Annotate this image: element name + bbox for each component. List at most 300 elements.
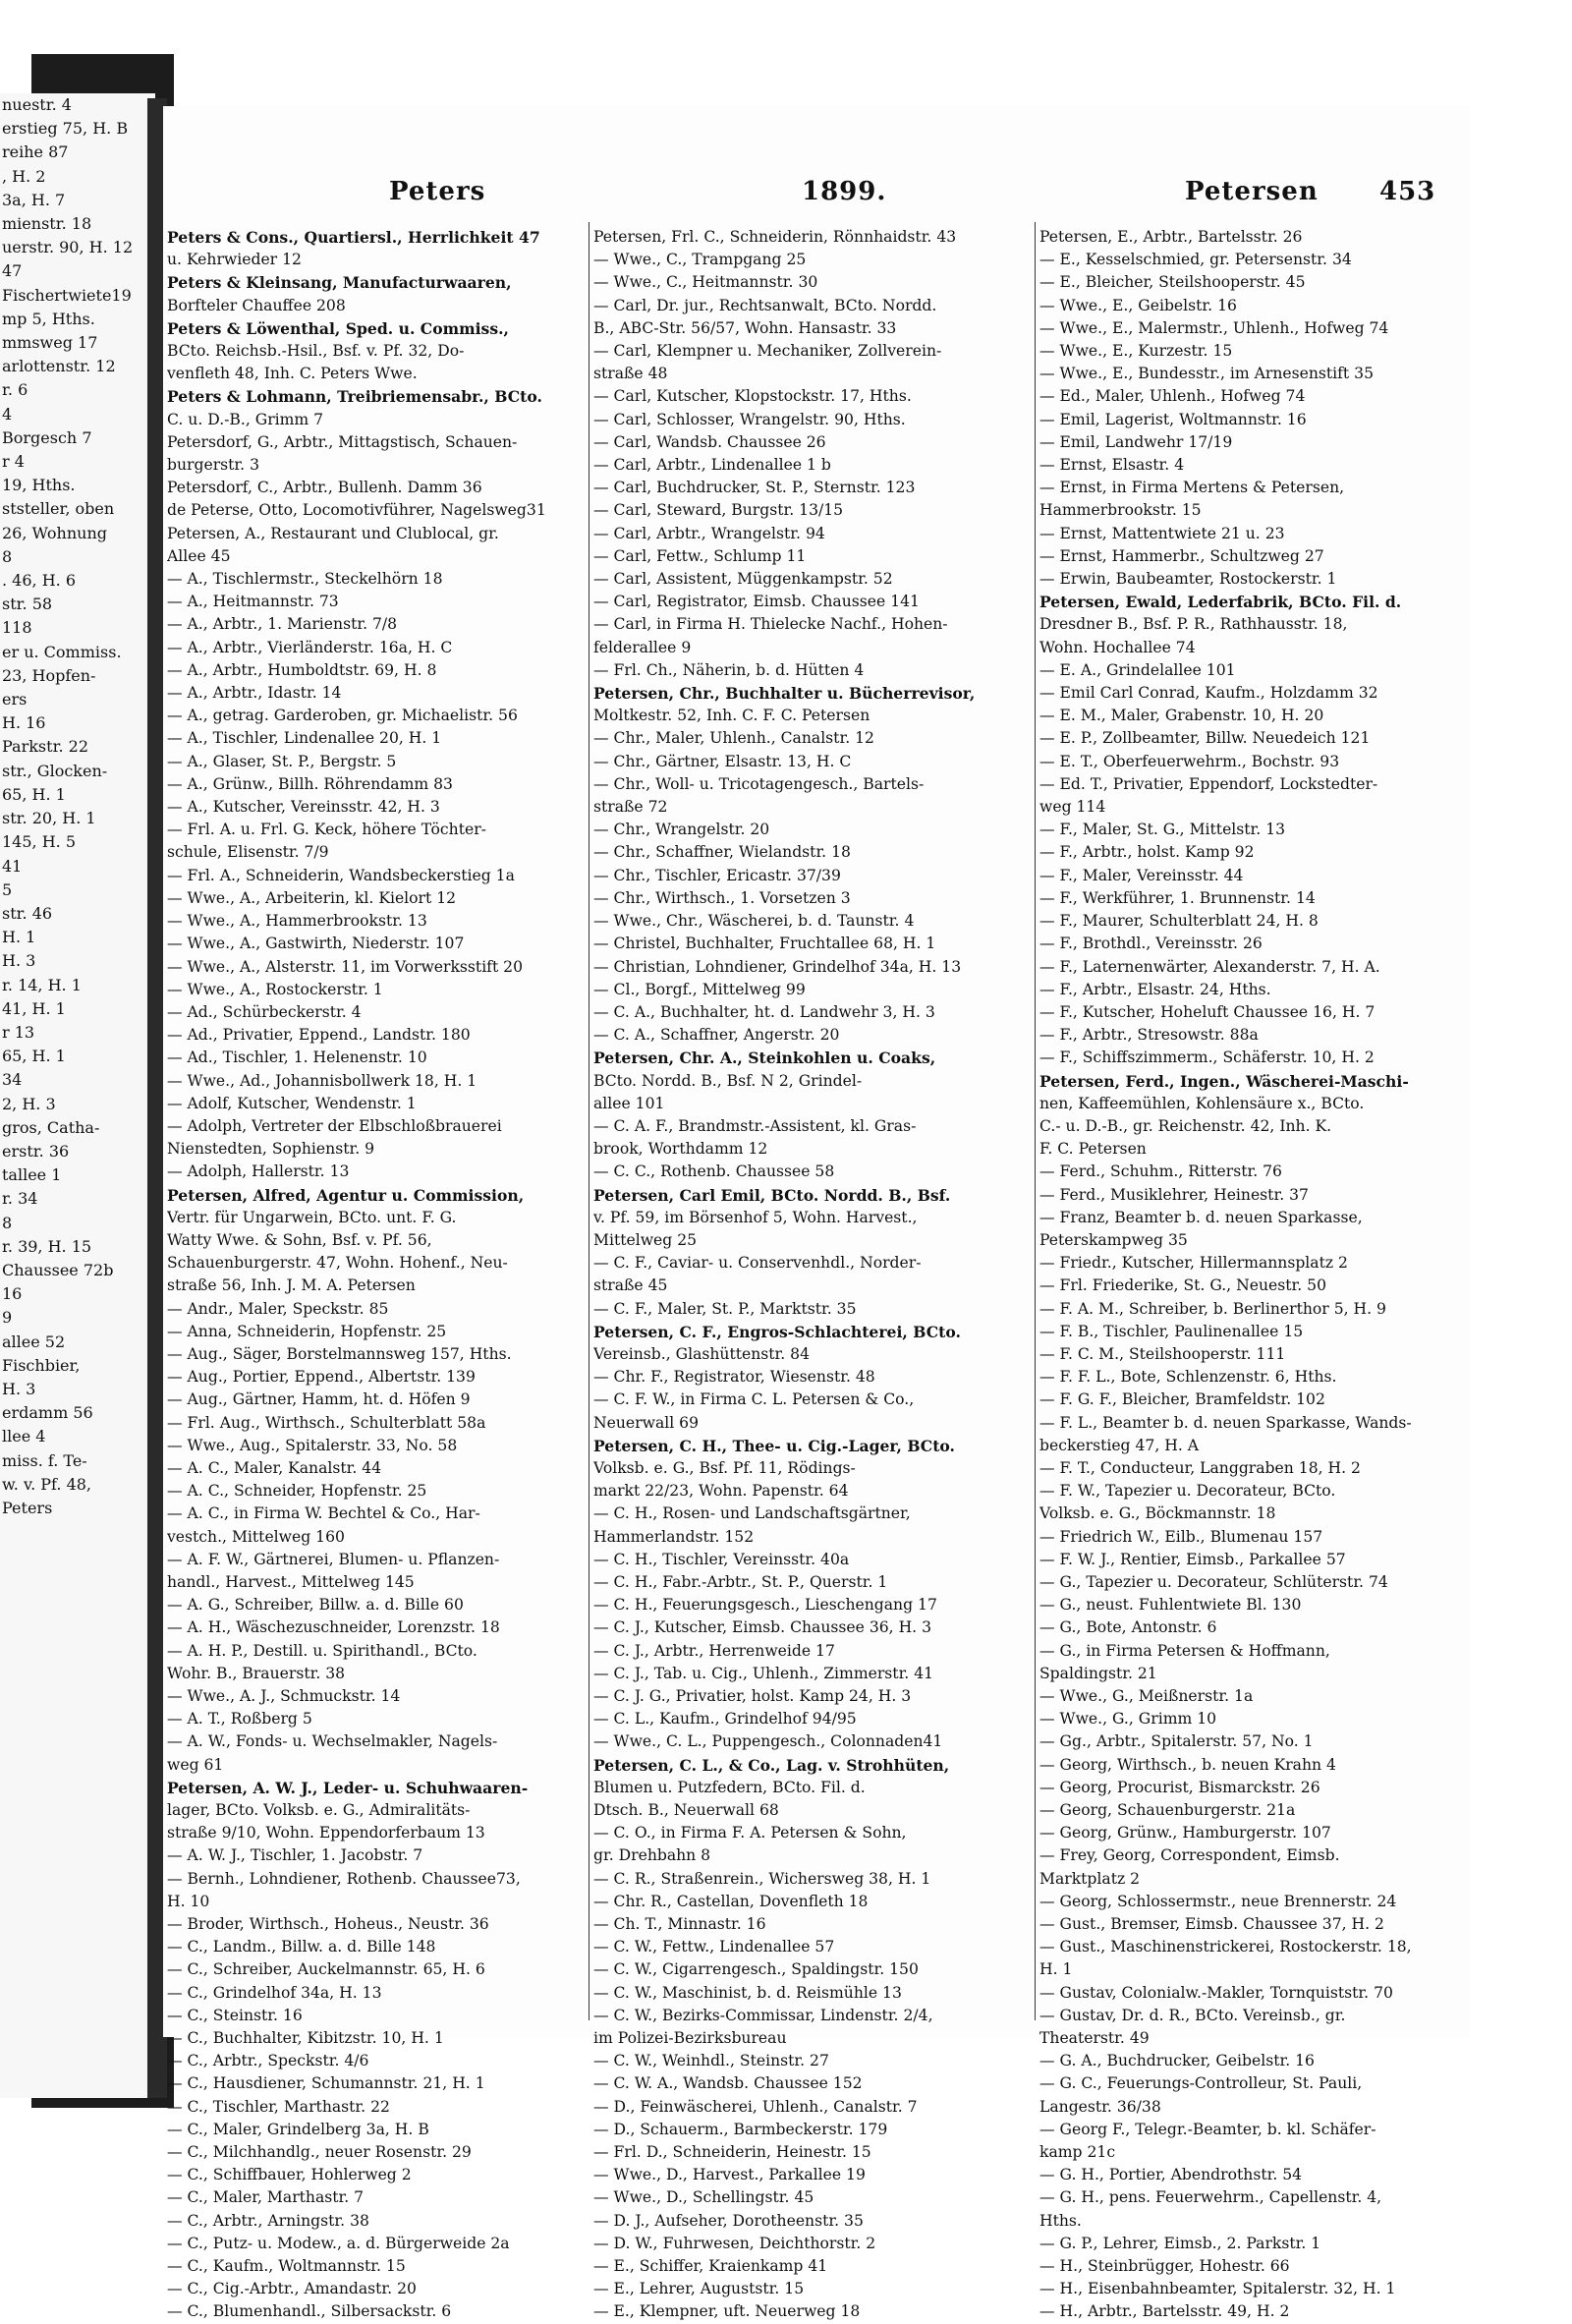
directory-entry: — Wwe., C., Trampgang 25	[593, 251, 807, 269]
directory-entry: — Carl, Arbtr., Lindenallee 1 b	[593, 456, 831, 475]
directory-entry: — Georg, Schlossermstr., neue Brennerstr. 24	[1039, 1892, 1397, 1910]
directory-entry: — C. J., Kutscher, Eimsb. Chaussee 36, H. 3	[593, 1618, 932, 1637]
directory-entry: — Chr., Maler, Uhlenh., Canalstr. 12	[593, 729, 874, 748]
left-page-line: mp 5, Hths.	[2, 309, 95, 328]
directory-entry: — A. H., Wäschezuschneider, Lorenzstr. 18	[167, 1618, 500, 1637]
directory-entry: Wohr. B., Brauerstr. 38	[167, 1664, 346, 1682]
directory-entry: — C. H., Tischler, Vereinsstr. 40a	[593, 1550, 850, 1568]
directory-entry: BCto. Nordd. B., Bsf. N 2, Grindel-	[593, 1071, 863, 1090]
directory-entry: — Wwe., Ad., Johannisbollwerk 18, H. 1	[167, 1071, 477, 1090]
directory-entry: — C., Schreiber, Auckelmannstr. 65, H. 6	[167, 1960, 485, 1979]
directory-entry: — A., Tischler, Lindenallee 20, H. 1	[167, 729, 442, 748]
directory-entry: felderallee 9	[593, 638, 692, 656]
directory-entry: — Ferd., Musiklehrer, Heinestr. 37	[1039, 1185, 1309, 1204]
left-page-line: reihe 87	[2, 142, 69, 162]
directory-entry: — C., Steinstr. 16	[167, 2006, 303, 2024]
directory-entry: — Wwe., D., Schellingstr. 45	[593, 2188, 814, 2207]
directory-entry: — A., Heitmannstr. 73	[167, 593, 339, 611]
directory-entry: — D., Schauerm., Barmbeckerstr. 179	[593, 2120, 888, 2138]
left-page-line: H. 1	[2, 928, 36, 947]
header-year: 1899.	[802, 177, 887, 206]
directory-entry: — F., Kutscher, Hoheluft Chaussee 16, H. 7	[1039, 1002, 1376, 1021]
directory-entry: — F., Maler, Vereinsstr. 44	[1039, 866, 1244, 884]
directory-entry: Petersdorf, C., Arbtr., Bullenh. Damm 36	[167, 479, 482, 497]
directory-entry: — Carl, Schlosser, Wrangelstr. 90, Hths.	[593, 410, 906, 428]
directory-entry: — Adolph, Hallerstr. 13	[167, 1162, 350, 1181]
left-page-line: 65, H. 1	[2, 1047, 66, 1066]
directory-entry: Petersen, Frl. C., Schneiderin, Rönnhaidstr. 43	[593, 228, 957, 246]
directory-entry: — G., Bote, Antonstr. 6	[1039, 1618, 1217, 1637]
directory-entry: — H., Steinbrügger, Hohestr. 66	[1039, 2257, 1290, 2276]
directory-entry: — Christian, Lohndiener, Grindelhof 34a, H. 13	[593, 957, 962, 976]
directory-entry: — F. F. L., Bote, Schlenzenstr. 6, Hths.	[1039, 1368, 1337, 1387]
directory-entry: — Georg, Wirthsch., b. neuen Krahn 4	[1039, 1755, 1336, 1774]
directory-entry: — A., Arbtr., Humboldtstr. 69, H. 8	[167, 660, 437, 679]
directory-entry: — Carl, Steward, Burgstr. 13/15	[593, 501, 844, 520]
directory-entry: — Ernst, Elsastr. 4	[1039, 456, 1185, 475]
directory-entry: — Frl. A. u. Frl. G. Keck, höhere Töchter-	[167, 821, 486, 839]
directory-entry: — Wwe., E., Malermstr., Uhlenh., Hofweg 74	[1039, 318, 1389, 337]
directory-entry: — Friedr., Kutscher, Hillermannsplatz 2	[1039, 1254, 1348, 1273]
directory-entry: straße 9/10, Wohn. Eppendorferbaum 13	[167, 1824, 485, 1842]
directory-entry: Wohn. Hochallee 74	[1039, 638, 1196, 656]
directory-column-1	[167, 226, 586, 2324]
directory-entry: weg 61	[167, 1755, 224, 1774]
left-page-line: Chaussee 72b	[2, 1260, 114, 1279]
directory-entry: — Cl., Borgf., Mittelweg 99	[593, 980, 806, 998]
directory-entry: Hammerlandstr. 152	[593, 1527, 755, 1546]
directory-entry: — C. A., Schaffner, Angerstr. 20	[593, 1026, 840, 1045]
directory-entry: — Chr., Tischler, Ericastr. 37/39	[593, 866, 841, 884]
left-page-line: . 46, H. 6	[2, 571, 77, 591]
directory-entry: — Ernst, Hammerbr., Schultzweg 27	[1039, 546, 1324, 565]
directory-entry: — H., Arbtr., Bartelsstr. 49, H. 2	[1039, 2302, 1290, 2321]
directory-entry: — Chr., Schaffner, Wielandstr. 18	[593, 843, 851, 862]
left-page-line: Peters	[2, 1498, 53, 1517]
directory-entry: — A., Glaser, St. P., Bergstr. 5	[167, 752, 397, 770]
directory-entry: Petersen, E., Arbtr., Bartelsstr. 26	[1039, 228, 1303, 246]
left-page-line: er u. Commiss.	[2, 642, 122, 661]
directory-entry: — Carl, Buchdrucker, St. P., Sternstr. 123	[593, 479, 916, 497]
left-page-line: uerstr. 90, H. 12	[2, 238, 134, 257]
left-page-line: tallee 1	[2, 1165, 62, 1185]
left-page-line: str. 20, H. 1	[2, 809, 96, 828]
directory-entry: — Carl, Registrator, Eimsb. Chaussee 141	[593, 593, 920, 611]
directory-entry: handl., Harvest., Mittelweg 145	[167, 1572, 415, 1591]
directory-entry: — F., Maler, St. G., Mittelstr. 13	[1039, 821, 1286, 839]
directory-entry: nen, Kaffeemühlen, Kohlensäure x., BCto.	[1039, 1094, 1365, 1112]
left-page-line: Fischertwiete19	[2, 285, 132, 305]
directory-entry: — H., Eisenbahnbeamter, Spitalerstr. 32, H. 1	[1039, 2280, 1396, 2298]
directory-entry: — F., Werkführer, 1. Brunnenstr. 14	[1039, 888, 1316, 907]
directory-entry-heading: Petersen, C. F., Engros-Schlachterei, BCto.	[593, 1322, 961, 1341]
directory-entry: — Carl, Kutscher, Klopstockstr. 17, Hths.	[593, 387, 912, 406]
directory-entry: — C. A., Buchhalter, ht. d. Landwehr 3, H. 3	[593, 1002, 935, 1021]
directory-entry: — Gustav, Dr. d. R., BCto. Vereinsb., gr.	[1039, 2006, 1346, 2024]
left-page-line: Fischbier,	[2, 1355, 81, 1375]
directory-entry: — F., Laternenwärter, Alexanderstr. 7, H. A.	[1039, 957, 1380, 976]
header-right-catchword: Petersen	[1185, 177, 1319, 206]
directory-entry: — F. A. M., Schreiber, b. Berlinerthor 5, H. 9	[1039, 1299, 1386, 1318]
directory-entry: — Bernh., Lohndiener, Rothenb. Chaussee73,	[167, 1869, 521, 1888]
directory-entry: — C. C., Rothenb. Chaussee 58	[593, 1162, 835, 1181]
directory-entry: — E., Schiffer, Kraienkamp 41	[593, 2257, 828, 2276]
directory-entry: — C. A. F., Brandmstr.-Assistent, kl. Gras-	[593, 1116, 917, 1135]
directory-entry: — E., Klempner, uft. Neuerweg 18	[593, 2302, 861, 2321]
directory-entry: — C. H., Fabr.-Arbtr., St. P., Querstr. 1	[593, 1572, 888, 1591]
directory-entry: — E., Bleicher, Steilshooperstr. 45	[1039, 273, 1306, 292]
directory-entry: im Polizei-Bezirksbureau	[593, 2029, 787, 2048]
directory-entry: — C. J. G., Privatier, holst. Kamp 24, H. 3	[593, 1687, 912, 1705]
directory-entry: allee 101	[593, 1094, 665, 1112]
directory-entry: weg 114	[1039, 798, 1106, 817]
directory-entry: — A., Arbtr., Idastr. 14	[167, 684, 342, 703]
directory-entry: — Wwe., A., Alsterstr. 11, im Vorwerksstift 20	[167, 957, 524, 976]
directory-entry: — C., Grindelhof 34a, H. 13	[167, 1983, 382, 2002]
left-page-line: str. 46	[2, 903, 53, 923]
left-page-line: 41	[2, 856, 23, 876]
directory-entry: — Wwe., C., Heitmannstr. 30	[593, 273, 818, 292]
directory-entry: — Wwe., Aug., Spitalerstr. 33, No. 58	[167, 1436, 458, 1454]
left-page-line: 47	[2, 261, 23, 281]
directory-entry: Blumen u. Putzfedern, BCto. Fil. d.	[593, 1778, 866, 1796]
directory-entry: — Carl, Arbtr., Wrangelstr. 94	[593, 524, 825, 542]
directory-entry: — Emil Carl Conrad, Kaufm., Holzdamm 32	[1039, 684, 1378, 703]
directory-entry-heading: Petersen, Carl Emil, BCto. Nordd. B., Bsf.	[593, 1185, 951, 1205]
directory-entry: venfleth 48, Inh. C. Peters Wwe.	[167, 365, 418, 383]
directory-entry: — F. T., Conducteur, Langgraben 18, H. 2	[1039, 1458, 1361, 1477]
directory-entry: — F. W. J., Rentier, Eimsb., Parkallee 57	[1039, 1550, 1346, 1568]
directory-entry: — A., getrag. Garderoben, gr. Michaelistr. 56	[167, 707, 518, 725]
directory-entry: — Ch. T., Minnastr. 16	[593, 1915, 766, 1934]
left-page-line: llee 4	[2, 1427, 46, 1446]
column-rule-2	[1035, 222, 1036, 2020]
directory-entry: F. C. Petersen	[1039, 1140, 1147, 1159]
left-page-line: mmsweg 17	[2, 333, 98, 353]
directory-entry: — Ad., Tischler, 1. Helenenstr. 10	[167, 1049, 427, 1067]
directory-entry: — F., Arbtr., holst. Kamp 92	[1039, 843, 1255, 862]
directory-entry: — Adolf, Kutscher, Wendenstr. 1	[167, 1094, 417, 1112]
directory-entry: Hammerbrookstr. 15	[1039, 501, 1202, 520]
directory-entry: — Ernst, Mattentwiete 21 u. 23	[1039, 524, 1285, 542]
directory-entry-heading: Peters & Lohmann, Treibriemensabr., BCto.	[167, 387, 542, 407]
directory-entry: — D. W., Fuhrwesen, Deichthorstr. 2	[593, 2234, 876, 2252]
directory-entry: Volksb. e. G., Bsf. Pf. 11, Rödings-	[593, 1458, 856, 1477]
left-page-line: 26, Wohnung	[2, 523, 107, 542]
directory-entry: — Aug., Säger, Borstelmannsweg 157, Hths.	[167, 1344, 512, 1363]
directory-entry: — Georg F., Telegr.-Beamter, b. kl. Schäfer-	[1039, 2120, 1376, 2138]
left-page-line: 2, H. 3	[2, 1094, 56, 1113]
directory-entry: — Wwe., E., Bundesstr., im Arnesenstift 35	[1039, 365, 1375, 383]
directory-entry-heading: Peters & Cons., Quartiersl., Herrlichkeit 47	[167, 228, 540, 247]
directory-entry: — C. W., Maschinist, b. d. Reismühle 13	[593, 1983, 902, 2002]
left-page-line: erstieg 75, H. B	[2, 119, 129, 139]
directory-entry: — C., Landm., Billw. a. d. Bille 148	[167, 1938, 436, 1956]
directory-entry: vestch., Mittelweg 160	[167, 1527, 345, 1546]
directory-entry: — C. H., Rosen- und Landschaftsgärtner,	[593, 1504, 911, 1523]
directory-entry: — F. G. F., Bleicher, Bramfeldstr. 102	[1039, 1390, 1325, 1409]
left-page-line: H. 3	[2, 951, 36, 971]
directory-page	[163, 106, 1470, 2321]
directory-entry: — Wwe., A., Hammerbrookstr. 13	[167, 912, 427, 931]
directory-entry: u. Kehrwieder 12	[167, 251, 302, 269]
directory-entry: Langestr. 36/38	[1039, 2097, 1161, 2116]
directory-entry: — G. C., Feuerungs-Controlleur, St. Pauli,	[1039, 2074, 1363, 2093]
directory-entry: — Wwe., E., Kurzestr. 15	[1039, 342, 1233, 361]
directory-entry: — C., Milchhandlg., neuer Rosenstr. 29	[167, 2143, 472, 2162]
directory-entry: — D. J., Aufseher, Dorotheenstr. 35	[593, 2211, 864, 2230]
directory-entry: — F. B., Tischler, Paulinenallee 15	[1039, 1322, 1304, 1340]
directory-entry: — F. L., Beamter b. d. neuen Sparkasse, Wands-	[1039, 1413, 1412, 1432]
directory-entry: Nienstedten, Sophienstr. 9	[167, 1140, 375, 1159]
directory-entry: — D., Feinwäscherei, Uhlenh., Canalstr. 7	[593, 2097, 918, 2116]
directory-entry: — A., Arbtr., 1. Marienstr. 7/8	[167, 615, 398, 634]
directory-entry: — F., Arbtr., Elsastr. 24, Hths.	[1039, 980, 1271, 998]
directory-entry: — Aug., Gärtner, Hamm, ht. d. Höfen 9	[167, 1390, 471, 1409]
directory-entry: — Frl. Ch., Näherin, b. d. Hütten 4	[593, 660, 865, 679]
directory-entry: — Emil, Lagerist, Woltmannstr. 16	[1039, 410, 1307, 428]
directory-entry: — C., Cig.-Arbtr., Amandastr. 20	[167, 2280, 417, 2298]
directory-entry-heading: Petersen, Ferd., Ingen., Wäscherei-Maschi-	[1039, 1071, 1409, 1091]
left-page-line: miss. f. Te-	[2, 1450, 87, 1470]
directory-entry: — Chr. F., Registrator, Wiesenstr. 48	[593, 1368, 875, 1387]
directory-entry: — C., Tischler, Marthastr. 22	[167, 2097, 390, 2116]
directory-entry: — A., Grünw., Billh. Röhrendamm 83	[167, 774, 453, 793]
directory-entry: — Ad., Schürbeckerstr. 4	[167, 1002, 362, 1021]
directory-entry: — C. F. W., in Firma C. L. Petersen & Co.,	[593, 1390, 915, 1409]
left-page-line: 34	[2, 1070, 23, 1090]
directory-entry: Schauenburgerstr. 47, Wohn. Hohenf., Neu-	[167, 1254, 508, 1273]
directory-entry-heading: Petersen, Chr. A., Steinkohlen u. Coaks,	[593, 1049, 936, 1068]
directory-entry: — E. P., Zollbeamter, Billw. Neuedeich 121	[1039, 729, 1371, 748]
directory-entry: Mittelweg 25	[593, 1230, 698, 1249]
directory-entry: lager, BCto. Volksb. e. G., Admiralitäts-	[167, 1801, 471, 1820]
directory-entry: — E., Kesselschmied, gr. Petersenstr. 34	[1039, 251, 1352, 269]
left-page-line: , H. 2	[2, 166, 46, 186]
directory-entry-heading: Peters & Kleinsang, Manufacturwaaren,	[167, 273, 512, 293]
directory-entry: — Gg., Arbtr., Spitalerstr. 57, No. 1	[1039, 1732, 1314, 1751]
left-page-line: 4	[2, 404, 13, 424]
directory-entry: — Adolph, Vertreter der Elbschloßbrauerei	[167, 1116, 502, 1135]
directory-entry: — Wwe., A., Rostockerstr. 1	[167, 980, 383, 998]
left-page-line: 41, H. 1	[2, 998, 66, 1018]
directory-entry: Vereinsb., Glashüttenstr. 84	[593, 1344, 811, 1363]
directory-entry: — G. P., Lehrer, Eimsb., 2. Parkstr. 1	[1039, 2234, 1321, 2252]
directory-entry: — C. J., Tab. u. Cig., Uhlenh., Zimmerstr. 41	[593, 1664, 934, 1682]
directory-entry: — E., Lehrer, Auguststr. 15	[593, 2280, 805, 2298]
directory-entry: — Aug., Portier, Eppend., Albertstr. 139	[167, 1368, 476, 1387]
directory-entry: — Chr., Wirthsch., 1. Vorsetzen 3	[593, 888, 851, 907]
directory-entry: — Carl, Dr. jur., Rechtsanwalt, BCto. Nordd.	[593, 296, 937, 314]
directory-entry: — C. J., Arbtr., Herrenweide 17	[593, 1641, 835, 1660]
directory-entry: Petersen, A., Restaurant und Clublocal, gr.	[167, 524, 499, 542]
directory-entry: — Chr., Wrangelstr. 20	[593, 821, 770, 839]
directory-entry: — Friedrich W., Eilb., Blumenau 157	[1039, 1527, 1323, 1546]
directory-entry: — Georg, Grünw., Hamburgerstr. 107	[1039, 1824, 1331, 1842]
page-number: 453	[1379, 177, 1436, 206]
directory-entry: — C., Schiffbauer, Hohlerweg 2	[167, 2166, 412, 2184]
left-page-line: Borgesch 7	[2, 427, 92, 447]
directory-entry: — Christel, Buchhalter, Fruchtallee 68, H. 1	[593, 935, 936, 953]
directory-entry: — Wwe., A., Gastwirth, Niederstr. 107	[167, 935, 465, 953]
left-page-line: 19, Hths.	[2, 476, 76, 495]
directory-entry: Volksb. e. G., Böckmannstr. 18	[1039, 1504, 1276, 1523]
directory-entry: de Peterse, Otto, Locomotivführer, Nagelsweg31	[167, 501, 546, 520]
directory-entry: — Georg, Schauenburgerstr. 21a	[1039, 1801, 1296, 1820]
directory-entry: — Wwe., Chr., Wäscherei, b. d. Taunstr. 4	[593, 912, 915, 931]
directory-entry: — A., Kutscher, Vereinsstr. 42, H. 3	[167, 798, 440, 817]
directory-entry: — A. G., Schreiber, Billw. a. d. Bille 60	[167, 1596, 464, 1615]
directory-entry: straße 45	[593, 1276, 668, 1295]
left-page-line: 3a, H. 7	[2, 190, 66, 209]
directory-entry: — Anna, Schneiderin, Hopfenstr. 25	[167, 1322, 447, 1340]
directory-entry-heading: Petersen, A. W. J., Leder- u. Schuhwaaren-	[167, 1778, 529, 1797]
directory-entry: Moltkestr. 52, Inh. C. F. C. Petersen	[593, 707, 870, 725]
directory-entry: H. 1	[1039, 1960, 1073, 1979]
directory-entry: — Wwe., A., Arbeiterin, kl. Kielort 12	[167, 888, 457, 907]
directory-entry: straße 72	[593, 798, 668, 817]
directory-entry: — Emil, Landwehr 17/19	[1039, 432, 1233, 451]
directory-entry: — Wwe., G., Grimm 10	[1039, 1710, 1217, 1729]
left-page-line: str. 58	[2, 595, 53, 614]
directory-entry: — E. M., Maler, Grabenstr. 10, H. 20	[1039, 707, 1324, 725]
left-page-line: 65, H. 1	[2, 784, 66, 804]
directory-entry: — C. W., Weinhdl., Steinstr. 27	[593, 2052, 829, 2070]
directory-entry: — F., Brothdl., Vereinsstr. 26	[1039, 935, 1263, 953]
header-left-catchword: Peters	[389, 177, 486, 206]
directory-entry: — E. A., Grindelallee 101	[1039, 660, 1236, 679]
directory-entry: Hths.	[1039, 2211, 1082, 2230]
directory-entry: Marktplatz 2	[1039, 1869, 1141, 1888]
left-page-line: str., Glocken-	[2, 761, 108, 780]
directory-entry: — C., Buchhalter, Kibitzstr. 10, H. 1	[167, 2029, 444, 2048]
directory-entry: C. u. D.-B., Grimm 7	[167, 410, 324, 428]
directory-entry: — Wwe., C. L., Puppengesch., Colonnaden41	[593, 1732, 943, 1751]
directory-entry: — Broder, Wirthsch., Hoheus., Neustr. 36	[167, 1915, 489, 1934]
directory-entry: — Carl, Fettw., Schlump 11	[593, 546, 807, 565]
directory-entry: — C. W., Fettw., Lindenallee 57	[593, 1938, 835, 1956]
left-page-line: 145, H. 5	[2, 832, 77, 852]
directory-entry: brook, Worthdamm 12	[593, 1140, 768, 1159]
directory-entry: — C. W., Cigarrengesch., Spaldingstr. 150	[593, 1960, 919, 1979]
directory-entry: — C. R., Straßenrein., Wichersweg 38, H. 1	[593, 1869, 931, 1888]
directory-entry: — Carl, in Firma H. Thielecke Nachf., Hohen-	[593, 615, 948, 634]
directory-entry: — Frl. Aug., Wirthsch., Schulterblatt 58a	[167, 1413, 486, 1432]
left-page-line: r. 14, H. 1	[2, 975, 82, 994]
directory-entry: — G., neust. Fuhlentwiete Bl. 130	[1039, 1596, 1302, 1615]
directory-entry: — Gustav, Colonialw.-Makler, Tornquiststr. 70	[1039, 1983, 1393, 2002]
directory-entry: — Andr., Maler, Speckstr. 85	[167, 1299, 389, 1318]
directory-entry: — Chr., Woll- u. Tricotagengesch., Bartels-	[593, 774, 925, 793]
directory-entry: — Wwe., A. J., Schmuckstr. 14	[167, 1687, 401, 1705]
directory-entry: — C., Arbtr., Speckstr. 4/6	[167, 2052, 369, 2070]
left-page-line: 8	[2, 546, 13, 566]
directory-column-3	[1039, 226, 1468, 2324]
directory-entry: — Wwe., E., Geibelstr. 16	[1039, 296, 1237, 314]
directory-entry: — G., in Firma Petersen & Hoffmann,	[1039, 1641, 1330, 1660]
directory-entry: — C., Kaufm., Woltmannstr. 15	[167, 2257, 406, 2276]
left-page-line: r. 6	[2, 380, 28, 400]
directory-entry: burgerstr. 3	[167, 456, 259, 475]
directory-entry: — A., Tischlermstr., Steckelhörn 18	[167, 570, 443, 589]
left-page-line: ers	[2, 690, 28, 709]
directory-entry: H. 10	[167, 1892, 210, 1910]
directory-entry: C.- u. D.-B., gr. Reichenstr. 42, Inh. K.	[1039, 1116, 1332, 1135]
directory-entry: — Chr., Gärtner, Elsastr. 13, H. C	[593, 752, 852, 770]
directory-entry: — Erwin, Baubeamter, Rostockerstr. 1	[1039, 570, 1337, 589]
directory-entry: — F., Arbtr., Stresowstr. 88a	[1039, 1026, 1259, 1045]
directory-entry: — F. C. M., Steilshooperstr. 111	[1039, 1344, 1286, 1363]
directory-entry: — A. H. P., Destill. u. Spirithandl., BCto.	[167, 1641, 477, 1660]
left-page-line: 8	[2, 1213, 13, 1232]
left-page-line: allee 52	[2, 1332, 66, 1351]
directory-entry: — A. W. J., Tischler, 1. Jacobstr. 7	[167, 1846, 423, 1865]
directory-entry: Theaterstr. 49	[1039, 2029, 1150, 2048]
left-page-line: 9	[2, 1308, 13, 1328]
directory-entry: Dresdner B., Bsf. P. R., Rathhausstr. 18,	[1039, 615, 1348, 634]
directory-entry: — C., Putz- u. Modew., a. d. Bürgerweide 2a	[167, 2234, 510, 2252]
directory-entry: v. Pf. 59, im Börsenhof 5, Wohn. Harvest.,	[593, 1208, 918, 1226]
directory-entry: — Ed., Maler, Uhlenh., Hofweg 74	[1039, 387, 1306, 406]
directory-entry-heading: Peters & Löwenthal, Sped. u. Commiss.,	[167, 318, 509, 338]
directory-entry: — Ferd., Schuhm., Ritterstr. 76	[1039, 1162, 1282, 1181]
left-page-line: 23, Hopfen-	[2, 665, 96, 685]
directory-entry: — Frl. A., Schneiderin, Wandsbeckerstieg 1a	[167, 866, 515, 884]
directory-entry: — Frey, Georg, Correspondent, Eimsb.	[1039, 1846, 1340, 1865]
directory-entry-heading: Petersen, Alfred, Agentur u. Commission,	[167, 1185, 525, 1205]
directory-entry: — A. T., Roßberg 5	[167, 1710, 312, 1729]
directory-entry: — C. F., Maler, St. P., Marktstr. 35	[593, 1299, 857, 1318]
directory-entry: Vertr. für Ungarwein, BCto. unt. F. G.	[167, 1208, 457, 1226]
directory-entry: — Wwe., G., Meißnerstr. 1a	[1039, 1687, 1254, 1705]
directory-entry: — Ad., Privatier, Eppend., Landstr. 180	[167, 1026, 471, 1045]
left-page-line: r. 39, H. 15	[2, 1236, 92, 1256]
directory-entry-heading: Petersen, C. L., & Co., Lag. v. Strohhüten,	[593, 1755, 950, 1775]
directory-entry: — C., Blumenhandl., Silbersackstr. 6	[167, 2302, 452, 2321]
directory-entry: — Gust., Maschinenstrickerei, Rostockerstr. 18,	[1039, 1938, 1412, 1956]
directory-entry: Spaldingstr. 21	[1039, 1664, 1157, 1682]
directory-entry: — Ernst, in Firma Mertens & Petersen,	[1039, 479, 1345, 497]
directory-entry-heading: Petersen, Chr., Buchhalter u. Bücherrevisor,	[593, 684, 976, 704]
directory-entry: B., ABC-Str. 56/57, Wohn. Hansastr. 33	[593, 318, 897, 337]
left-page-line: ststeller, oben	[2, 499, 115, 519]
left-page-line: r 13	[2, 1022, 35, 1042]
directory-entry: beckerstieg 47, H. A	[1039, 1436, 1200, 1454]
directory-entry: gr. Drehbahn 8	[593, 1846, 711, 1865]
directory-entry: — Ed. T., Privatier, Eppendorf, Lockstedter-	[1039, 774, 1378, 793]
left-page-fragment	[0, 93, 155, 2098]
directory-entry: — Gust., Bremser, Eimsb. Chaussee 37, H. 2	[1039, 1915, 1384, 1934]
directory-column-2	[593, 226, 1032, 2324]
directory-entry: — Franz, Beamter b. d. neuen Sparkasse,	[1039, 1208, 1363, 1226]
directory-entry: — Wwe., D., Harvest., Parkallee 19	[593, 2166, 866, 2184]
directory-entry-heading: Petersen, Ewald, Lederfabrik, BCto. Fil. d.	[1039, 593, 1402, 612]
directory-entry: — A. C., Schneider, Hopfenstr. 25	[167, 1482, 427, 1501]
directory-entry: — C., Maler, Marthastr. 7	[167, 2188, 365, 2207]
directory-entry: — C., Arbtr., Arningstr. 38	[167, 2211, 369, 2230]
directory-entry: — C. W., Bezirks-Commissar, Lindenstr. 2/4,	[593, 2006, 933, 2024]
directory-entry: Dtsch. B., Neuerwall 68	[593, 1801, 779, 1820]
directory-entry: — Carl, Klempner u. Mechaniker, Zollverein-	[593, 342, 942, 361]
left-page-line: Parkstr. 22	[2, 737, 88, 757]
directory-entry: Borfteler Chauffee 208	[167, 296, 346, 314]
directory-entry: — Carl, Assistent, Müggenkampstr. 52	[593, 570, 893, 589]
directory-entry: — Georg, Procurist, Bismarckstr. 26	[1039, 1778, 1320, 1796]
directory-entry: — G. H., Portier, Abendrothstr. 54	[1039, 2166, 1303, 2184]
directory-entry: Neuerwall 69	[593, 1413, 700, 1432]
directory-entry: — Frl. Friederike, St. G., Neuestr. 50	[1039, 1276, 1327, 1295]
directory-entry: Watty Wwe. & Sohn, Bsf. v. Pf. 56,	[167, 1230, 432, 1249]
